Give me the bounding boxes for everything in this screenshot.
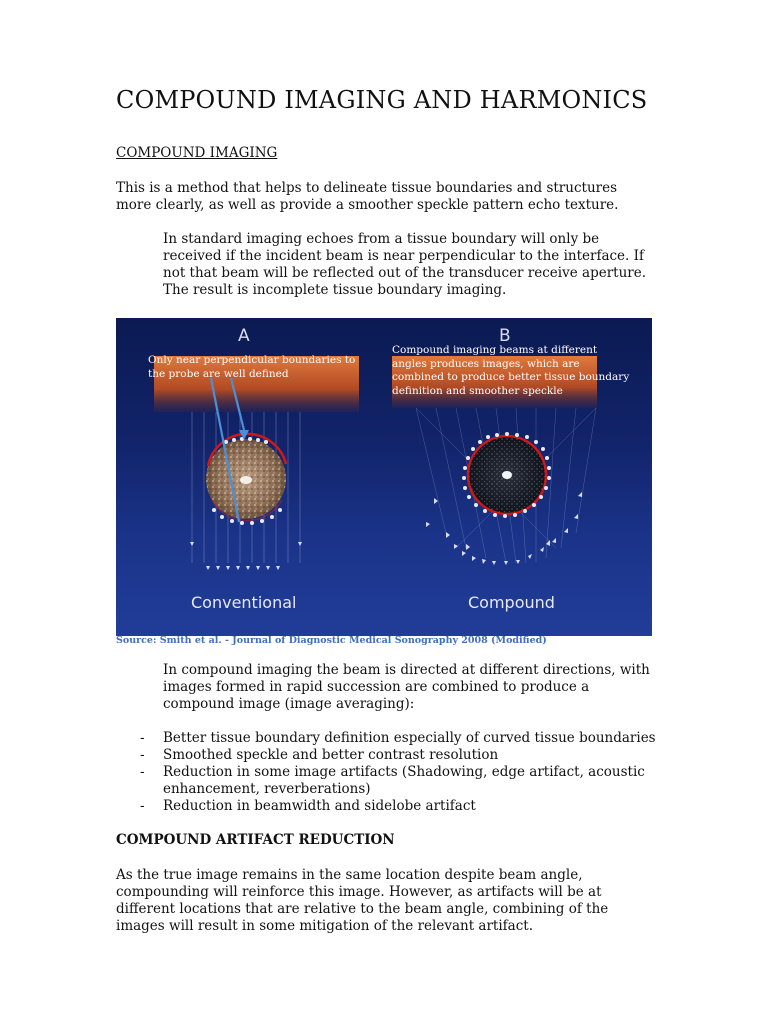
list-item-text: Reduction in beamwidth and sidelobe artifact xyxy=(163,798,476,814)
figure-source-citation: Source: Smith et al. - Journal of Diagnostic Medical Sonography 2008 (Modified) xyxy=(116,635,547,646)
figure-label-a: A xyxy=(238,326,250,346)
comparison-figure xyxy=(116,318,652,636)
bullet-dash: - xyxy=(140,798,145,814)
standard-imaging-paragraph: In standard imaging echoes from a tissue boundary will only be received if the incident beam is near perpendicular to the interface. If not that beam will be reflected out of the transducer receive aperture. The result is incomplete tissue boundary imaging. xyxy=(163,231,647,298)
echo-arrows-a xyxy=(190,542,302,570)
bullet-dash: - xyxy=(140,764,145,780)
caption-conventional: Conventional xyxy=(191,593,297,612)
callout-text-a: Only near perpendicular boundaries to the probe are well defined xyxy=(148,354,356,380)
page-title: COMPOUND IMAGING AND HARMONICS xyxy=(116,86,648,114)
compound-imaging-paragraph: In compound imaging the beam is directed at different directions, with images formed in rapid succession are combined to produce a compound image (image averaging): xyxy=(163,662,650,712)
list-item-text: Smoothed speckle and better contrast resolution xyxy=(163,747,499,763)
list-item xyxy=(116,764,656,798)
list-item-text: Reduction in some image artifacts (Shadowing, edge artifact, acoustic enhancement, reverberations) xyxy=(163,764,645,797)
bullet-dash: - xyxy=(140,747,145,763)
caption-compound: Compound xyxy=(468,593,555,612)
benefits-list xyxy=(116,730,656,815)
artifact-reduction-paragraph: As the true image remains in the same location despite beam angle, compounding will reinforce this image. However, as artifacts will be at different locations that are relative to the beam angle, combining of the images will result in some mitigation of the relevant artifact. xyxy=(116,867,609,934)
intro-paragraph: This is a method that helps to delineate tissue boundaries and structures more clearly, as well as provide a smoother speckle pattern echo texture. xyxy=(116,180,619,213)
section-heading-artifact-reduction: COMPOUND ARTIFACT REDUCTION xyxy=(116,832,395,848)
section-heading-compound-imaging: COMPOUND IMAGING xyxy=(116,145,278,161)
list-item xyxy=(116,798,656,815)
callout-text-b: Compound imaging beams at different angles produces images, which are combined to produce better tissue boundary definition and smoother speckle xyxy=(392,344,630,397)
list-item-text: Better tissue boundary definition especially of curved tissue boundaries xyxy=(163,730,656,746)
list-item xyxy=(116,730,656,747)
bullet-dash: - xyxy=(140,730,145,746)
list-item xyxy=(116,747,656,764)
figure-label-b: B xyxy=(499,326,511,346)
